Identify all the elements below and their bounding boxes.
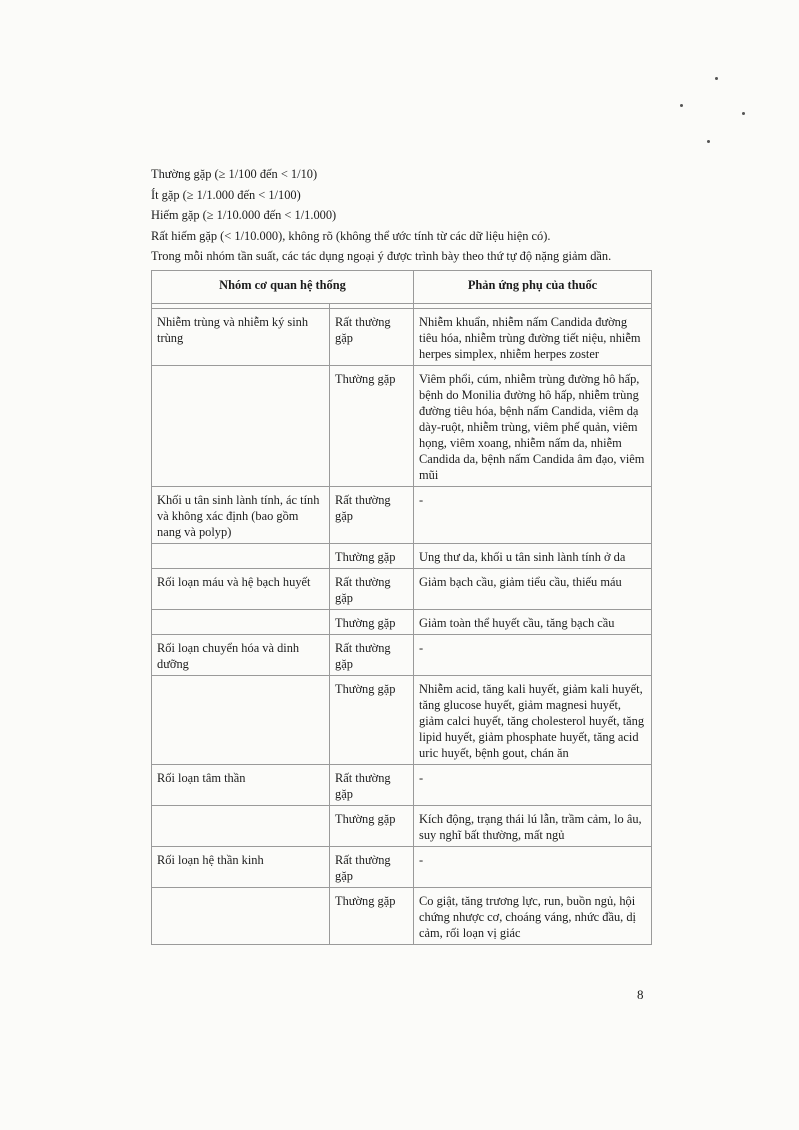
- system-cell: Rối loạn chuyển hóa và dinh dưỡng: [152, 635, 330, 676]
- system-cell: Rối loạn tâm thần: [152, 765, 330, 806]
- table-row: [152, 847, 652, 888]
- frequency-cell: Rất thường gặp: [330, 635, 414, 676]
- reaction-cell: Viêm phổi, cúm, nhiễm trùng đường hô hấp, bệnh do Monilia đường hô hấp, nhiễm trùng đường tiêu hóa, bệnh nấm Candida, viêm dạ dày-ruột, nhiễm trùng, viêm phế quản, viêm họng, viêm xoang, nhiễm nấm da, nhiễm Candida da, bệnh nấm Candida âm đạo, viêm mũi: [414, 366, 652, 487]
- table-row: [152, 676, 652, 765]
- reaction-cell: -: [414, 635, 652, 676]
- reaction-cell: Ung thư da, khối u tân sinh lành tính ở da: [414, 544, 652, 569]
- system-cell: [152, 610, 330, 635]
- adverse-reactions-table: [151, 270, 652, 945]
- frequency-line-common: Thường gặp (≥ 1/100 đến < 1/10): [151, 167, 318, 181]
- frequency-ordering-note: Trong mỗi nhóm tần suất, các tác dụng ngoại ý được trình bày theo thứ tự độ nặng giảm dần.: [151, 249, 612, 264]
- reaction-cell: Co giật, tăng trương lực, run, buồn ngủ, hội chứng nhược cơ, choáng váng, nhức đầu, dị cảm, rối loạn vị giác: [414, 888, 652, 945]
- table-row: [152, 309, 652, 366]
- frequency-cell: Thường gặp: [330, 366, 414, 487]
- system-cell: Rối loạn máu và hệ bạch huyết: [152, 569, 330, 610]
- frequency-line-uncommon: Ít gặp (≥ 1/1.000 đến < 1/100): [151, 187, 301, 202]
- frequency-cell: Thường gặp: [330, 676, 414, 765]
- table-row: [152, 569, 652, 610]
- frequency-definitions: [151, 164, 671, 267]
- frequency-cell: Thường gặp: [330, 610, 414, 635]
- frequency-cell: Rất thường gặp: [330, 487, 414, 544]
- frequency-cell: Rất thường gặp: [330, 309, 414, 366]
- table-row: [152, 366, 652, 487]
- system-cell: Khối u tân sinh lành tính, ác tính và không xác định (bao gồm nang và polyp): [152, 487, 330, 544]
- table-header-row: [152, 271, 652, 304]
- reaction-cell: Kích động, trạng thái lú lẫn, trầm cảm, lo âu, suy nghĩ bất thường, mất ngủ: [414, 806, 652, 847]
- table-row: [152, 544, 652, 569]
- frequency-line-rare: Hiếm gặp (≥ 1/10.000 đến < 1/1.000): [151, 208, 337, 223]
- system-cell: [152, 806, 330, 847]
- table-row: [152, 888, 652, 945]
- frequency-cell: Rất thường gặp: [330, 765, 414, 806]
- system-cell: Rối loạn hệ thần kinh: [152, 847, 330, 888]
- system-cell: [152, 544, 330, 569]
- system-cell: [152, 366, 330, 487]
- scan-speck: [707, 140, 710, 143]
- system-cell: [152, 888, 330, 945]
- frequency-cell: Thường gặp: [330, 888, 414, 945]
- scan-speck: [715, 77, 718, 80]
- reaction-cell: -: [414, 765, 652, 806]
- header-adverse-reaction: Phản ứng phụ của thuốc: [414, 271, 652, 304]
- reaction-cell: Giảm toàn thể huyết cầu, tăng bạch cầu: [414, 610, 652, 635]
- frequency-cell: Rất thường gặp: [330, 847, 414, 888]
- reaction-cell: Nhiễm acid, tăng kali huyết, giảm kali huyết, tăng glucose huyết, giảm magnesi huyết, giảm calci huyết, tăng cholesterol huyết, tăng lipid huyết, giảm phosphate huyết, tăng acid uric huyết, bệnh gout, chán ăn: [414, 676, 652, 765]
- reaction-cell: Giảm bạch cầu, giảm tiểu cầu, thiếu máu: [414, 569, 652, 610]
- table-row: [152, 806, 652, 847]
- scan-speck: [680, 104, 683, 107]
- frequency-cell: Thường gặp: [330, 544, 414, 569]
- page-number: 8: [637, 987, 644, 1002]
- reaction-cell: -: [414, 487, 652, 544]
- reaction-cell: Nhiễm khuẩn, nhiễm nấm Candida đường tiêu hóa, nhiễm trùng đường tiết niệu, nhiễm herpes simplex, nhiễm herpes zoster: [414, 309, 652, 366]
- reaction-cell: -: [414, 847, 652, 888]
- header-system-organ-class: Nhóm cơ quan hệ thống: [152, 271, 414, 304]
- frequency-cell: Thường gặp: [330, 806, 414, 847]
- system-cell: Nhiễm trùng và nhiễm ký sinh trùng: [152, 309, 330, 366]
- frequency-cell: Rất thường gặp: [330, 569, 414, 610]
- table-row: [152, 765, 652, 806]
- frequency-line-very-rare: Rất hiếm gặp (< 1/10.000), không rõ (không thể ước tính từ các dữ liệu hiện có).: [151, 228, 551, 243]
- table-row: [152, 610, 652, 635]
- table-row: [152, 487, 652, 544]
- table-row: [152, 635, 652, 676]
- scan-speck: [742, 112, 745, 115]
- system-cell: [152, 676, 330, 765]
